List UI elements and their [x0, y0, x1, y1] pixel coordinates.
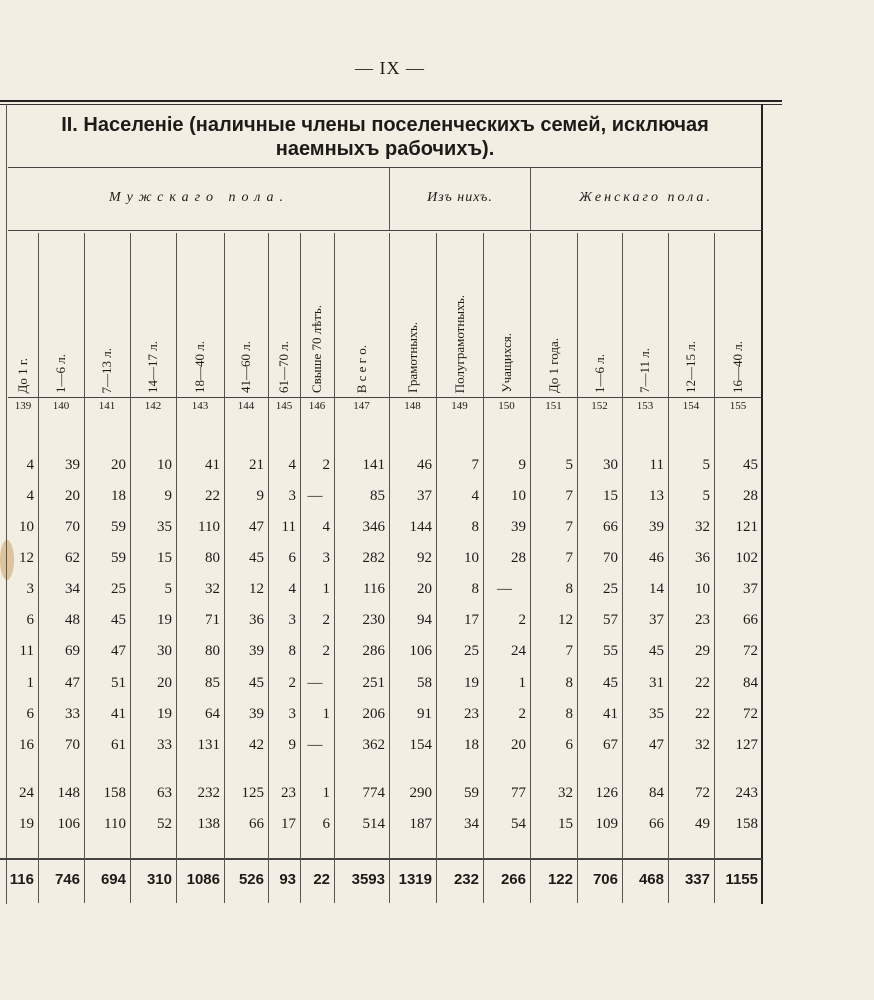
total-cell: 22: [313, 871, 330, 888]
column-header-label: 7—11 л.: [637, 347, 652, 393]
table-cell: 39: [249, 643, 264, 659]
table-cell: 47: [649, 737, 664, 753]
column-header: [224, 233, 268, 393]
column-number: 152: [591, 400, 608, 412]
group-female: Женскаго пола.: [579, 190, 713, 205]
table-cell: 102: [735, 550, 758, 566]
table-cell: 7: [565, 488, 573, 504]
table-cell: 48: [65, 612, 80, 628]
table-cell: 30: [603, 457, 618, 473]
column-header-label: 18—40 л.: [192, 341, 207, 393]
table-cell: 2: [518, 612, 526, 628]
table-cell: 85: [370, 488, 385, 504]
column-header-label: 12—15 л.: [683, 341, 698, 393]
table-cell: 39: [649, 519, 664, 535]
column-header-label: До 1 г.: [15, 357, 30, 393]
table-cell: 5: [702, 488, 710, 504]
column-header: [300, 233, 334, 393]
table-cell: 1: [322, 706, 330, 722]
table-cell: 61: [111, 737, 126, 753]
table-cell: 35: [157, 519, 172, 535]
total-cell: 232: [453, 871, 479, 888]
table-cell: 34: [464, 816, 479, 832]
table-cell: 10: [19, 519, 34, 535]
table-cell: 13: [649, 488, 664, 504]
total-cell: 1086: [186, 871, 220, 888]
table-cell: 25: [464, 643, 479, 659]
table-cell: 21: [249, 457, 264, 473]
table-cell: 46: [417, 457, 432, 473]
table-cell: 19: [19, 816, 34, 832]
column-header: [268, 233, 300, 393]
table-cell: 206: [362, 706, 385, 722]
table-title: [10, 113, 760, 161]
table-cell: 10: [157, 457, 172, 473]
group-literate: Изъ нихъ.: [427, 190, 493, 205]
table-cell: 9: [518, 457, 526, 473]
column-header: [38, 233, 84, 393]
column-header-label: До 1 года.: [545, 337, 561, 393]
header-top-rule: [8, 167, 762, 168]
top-rule: [0, 100, 782, 102]
table-cell: 127: [735, 737, 758, 753]
table-cell: 11: [649, 457, 664, 473]
table-cell: 2: [322, 643, 330, 659]
table-cell: 4: [471, 488, 479, 504]
table-cell: 106: [409, 643, 432, 659]
total-cell: 266: [500, 871, 526, 888]
table-cell: 17: [281, 816, 296, 832]
column-number: 139: [14, 400, 32, 412]
table-cell: 23: [281, 785, 296, 801]
table-cell: 19: [157, 612, 172, 628]
column-header: [622, 233, 668, 393]
table-cell: 187: [409, 816, 432, 832]
table-cell: 77: [511, 785, 526, 801]
table-cell: 39: [65, 457, 80, 473]
column-header-label: 16—40 л.: [730, 341, 745, 393]
column-number: 140: [52, 400, 70, 412]
table-cell: 32: [205, 581, 220, 597]
table-cell: —: [497, 581, 512, 597]
table-cell: 84: [743, 675, 758, 691]
table-cell: 9: [288, 737, 296, 753]
table-cell: 10: [464, 550, 479, 566]
totals-top-rule: [0, 858, 762, 860]
table-cell: 25: [111, 581, 126, 597]
table-cell: 5: [565, 457, 573, 473]
column-header: [389, 233, 436, 393]
table-cell: 59: [464, 785, 479, 801]
table-cell: 46: [649, 550, 664, 566]
table-cell: 6: [322, 816, 330, 832]
title-line-1: II. Населеніе (наличные члены поселенческихъ семей, исключая: [61, 114, 709, 136]
table-cell: 12: [249, 581, 264, 597]
table-cell: 8: [565, 675, 573, 691]
table-cell: 31: [649, 675, 664, 691]
table-cell: 57: [603, 612, 618, 628]
table-cell: 70: [65, 737, 80, 753]
table-cell: 109: [595, 816, 618, 832]
column-header: [530, 233, 577, 393]
table-cell: 80: [205, 643, 220, 659]
column-header: [668, 233, 714, 393]
column-header: [436, 233, 483, 393]
column-header: [714, 233, 762, 393]
table-cell: 70: [65, 519, 80, 535]
column-header: [130, 233, 176, 393]
table-cell: 230: [362, 612, 385, 628]
table-cell: 14: [649, 581, 664, 597]
table-cell: 33: [65, 706, 80, 722]
table-cell: 158: [103, 785, 126, 801]
table-cell: 1: [518, 675, 526, 691]
table-cell: 34: [65, 581, 80, 597]
column-number: 148: [404, 400, 421, 412]
table-cell: 66: [249, 816, 264, 832]
table-cell: 66: [603, 519, 618, 535]
table-cell: 85: [205, 675, 220, 691]
table-cell: 69: [65, 643, 80, 659]
total-cell: 706: [592, 871, 618, 888]
table-cell: 23: [695, 612, 710, 628]
total-cell: 116: [9, 871, 34, 888]
table-cell: 110: [198, 519, 220, 535]
column-number: 143: [191, 400, 209, 412]
table-cell: 72: [743, 643, 758, 659]
column-number: 149: [451, 400, 468, 412]
total-cell: 337: [684, 871, 710, 888]
table-cell: 4: [26, 457, 34, 473]
column-header-label: 61—70 л.: [276, 341, 291, 393]
table-cell: 20: [65, 488, 80, 504]
table-cell: 41: [205, 457, 220, 473]
table-cell: 24: [511, 643, 526, 659]
table-cell: 2: [518, 706, 526, 722]
total-cell: 468: [638, 871, 664, 888]
table-cell: 29: [695, 643, 710, 659]
page-number: — IX —: [355, 58, 425, 78]
table-cell: 4: [288, 457, 296, 473]
table-cell: 42: [249, 737, 264, 753]
table-cell: 6: [288, 550, 296, 566]
table-cell: 10: [511, 488, 526, 504]
table-cell: 36: [249, 612, 264, 628]
table-cell: 5: [164, 581, 172, 597]
column-header-label: 1—6 л.: [591, 354, 607, 393]
table-cell: 66: [743, 612, 758, 628]
column-header-label: 1—6 л.: [53, 354, 68, 393]
table-cell: 30: [157, 643, 172, 659]
table-cell: 64: [205, 706, 220, 722]
table-cell: 126: [595, 785, 618, 801]
total-cell: 1155: [725, 871, 758, 888]
table-cell: 243: [735, 785, 758, 801]
table-cell: 72: [695, 785, 710, 801]
group-male: Мужскаго пола.: [108, 190, 289, 205]
total-cell: 310: [146, 871, 172, 888]
table-cell: 32: [558, 785, 573, 801]
column-header-label: 41—60 л.: [238, 341, 253, 393]
table-cell: 6: [26, 706, 34, 722]
table-cell: 106: [57, 816, 80, 832]
table-cell: —: [307, 488, 323, 504]
table-cell: 59: [111, 519, 126, 535]
table-cell: 144: [409, 519, 432, 535]
column-header-label: Свыше 70 лѣтъ.: [309, 304, 324, 393]
table-cell: 91: [417, 706, 432, 722]
table-cell: 121: [735, 519, 758, 535]
total-cell: 3593: [351, 871, 385, 888]
table-cell: 148: [57, 785, 80, 801]
table-cell: 49: [695, 816, 710, 832]
table-cell: 18: [111, 488, 126, 504]
table-cell: 28: [743, 488, 758, 504]
table-cell: 20: [511, 737, 526, 753]
table-cell: 41: [111, 706, 126, 722]
table-cell: 346: [362, 519, 385, 535]
table-cell: 6: [565, 737, 573, 753]
table-cell: 141: [362, 457, 385, 473]
title-line-2: наемныхъ рабочихъ).: [275, 138, 495, 160]
table-cell: 62: [65, 550, 80, 566]
table-cell: 45: [111, 612, 126, 628]
column-number: 154: [682, 400, 700, 412]
table-cell: 282: [362, 550, 385, 566]
table-cell: 2: [288, 675, 296, 691]
table-cell: 45: [603, 675, 618, 691]
table-cell: 24: [19, 785, 34, 801]
table-cell: 125: [241, 785, 264, 801]
total-cell: 122: [547, 871, 573, 888]
column-number: 150: [498, 400, 515, 412]
total-cell: 526: [238, 871, 264, 888]
table-cell: 39: [249, 706, 264, 722]
table-cell: 35: [649, 706, 664, 722]
column-header-label: В с е г о.: [353, 344, 369, 393]
table-cell: 59: [111, 550, 126, 566]
table-cell: 1: [322, 785, 330, 801]
table-cell: 362: [362, 737, 385, 753]
table-cell: 25: [603, 581, 618, 597]
table-cell: 110: [104, 816, 126, 832]
table-cell: —: [307, 737, 323, 753]
table-cell: 45: [249, 675, 264, 691]
table-cell: 70: [603, 550, 618, 566]
table-cell: 84: [649, 785, 664, 801]
table-cell: 58: [417, 675, 432, 691]
total-cell: 694: [100, 871, 126, 888]
table-cell: 47: [65, 675, 80, 691]
table-cell: 154: [409, 737, 432, 753]
column-number: 145: [275, 400, 293, 412]
column-header: [483, 233, 530, 393]
table-cell: 131: [197, 737, 220, 753]
column-number: 144: [237, 400, 255, 412]
table-cell: 8: [288, 643, 296, 659]
table-cell: 3: [288, 488, 296, 504]
table-cell: 28: [511, 550, 526, 566]
table-cell: 37: [649, 612, 664, 628]
table-cell: 251: [362, 675, 385, 691]
table-cell: 47: [111, 643, 126, 659]
table-cell: 4: [26, 488, 34, 504]
table-cell: 232: [197, 785, 220, 801]
table-cell: 71: [205, 612, 220, 628]
table-cell: 3: [288, 706, 296, 722]
table-cell: 19: [157, 706, 172, 722]
column-header: [84, 233, 130, 393]
table-cell: 45: [743, 457, 758, 473]
total-cell: 746: [54, 871, 80, 888]
table-cell: —: [307, 675, 323, 691]
table-cell: 67: [603, 737, 618, 753]
table-cell: 15: [558, 816, 573, 832]
table-cell: 45: [249, 550, 264, 566]
table-cell: 8: [471, 519, 479, 535]
table-cell: 5: [702, 457, 710, 473]
table-left-border: [6, 104, 7, 904]
column-number: 146: [308, 400, 326, 412]
table-cell: 7: [565, 643, 573, 659]
total-cell: 93: [279, 871, 296, 888]
table-cell: 33: [157, 737, 172, 753]
table-cell: 63: [157, 785, 172, 801]
column-number: 155: [729, 400, 747, 412]
table-cell: 6: [26, 612, 34, 628]
table-cell: 18: [464, 737, 479, 753]
table-cell: 11: [281, 519, 296, 535]
table-cell: 45: [649, 643, 664, 659]
column-number: 151: [545, 400, 562, 412]
table-cell: 8: [565, 706, 573, 722]
table-cell: 41: [603, 706, 618, 722]
table-cell: 55: [603, 643, 618, 659]
table-cell: 37: [743, 581, 758, 597]
table-cell: 7: [565, 519, 573, 535]
table-cell: 17: [464, 612, 479, 628]
table-cell: 51: [111, 675, 126, 691]
table-cell: 3: [288, 612, 296, 628]
column-number: 141: [98, 400, 116, 412]
table-cell: 3: [26, 581, 34, 597]
table-cell: 54: [511, 816, 526, 832]
table-cell: 4: [322, 519, 330, 535]
table-cell: 2: [322, 612, 330, 628]
column-header: [176, 233, 224, 393]
table-cell: 9: [164, 488, 172, 504]
table-cell: 32: [695, 519, 710, 535]
table-cell: 10: [695, 581, 710, 597]
table-cell: 72: [743, 706, 758, 722]
table-cell: 11: [19, 643, 34, 659]
table-cell: 52: [157, 816, 172, 832]
table-cell: 2: [322, 457, 330, 473]
column-header-label: 14—17 л.: [145, 341, 160, 393]
table-cell: 514: [362, 816, 385, 832]
table-cell: 8: [565, 581, 573, 597]
column-header-label: 7—13 л.: [99, 347, 114, 393]
table-cell: 138: [197, 816, 220, 832]
top-rule-thin: [0, 104, 782, 105]
table-cell: 116: [363, 581, 385, 597]
table-cell: 66: [649, 816, 664, 832]
table-cell: 9: [256, 488, 264, 504]
table-cell: 1: [322, 581, 330, 597]
table-cell: 94: [417, 612, 432, 628]
table-cell: 47: [249, 519, 264, 535]
table-cell: 39: [511, 519, 526, 535]
table-cell: 22: [205, 488, 220, 504]
table-cell: 158: [735, 816, 758, 832]
table-cell: 20: [157, 675, 172, 691]
table-cell: 7: [471, 457, 479, 473]
table-cell: 32: [695, 737, 710, 753]
table-right-border: [761, 104, 763, 904]
header-bottom-rule: [8, 397, 762, 398]
table-cell: 1: [26, 675, 34, 691]
table-cell: 37: [417, 488, 432, 504]
table-cell: 3: [322, 550, 330, 566]
table-cell: 8: [471, 581, 479, 597]
column-header: [334, 233, 389, 393]
table-cell: 22: [695, 706, 710, 722]
table-cell: 15: [157, 550, 172, 566]
column-header-label: Полуграмотныхъ.: [451, 294, 467, 393]
group-bottom-rule: [8, 230, 762, 231]
table-cell: 23: [464, 706, 479, 722]
column-number: 147: [353, 400, 370, 412]
table-cell: 12: [558, 612, 573, 628]
table-cell: 774: [362, 785, 385, 801]
total-cell: 1319: [398, 871, 432, 888]
table-cell: 36: [695, 550, 710, 566]
column-header: [577, 233, 622, 393]
column-header-label: Грамотныхъ.: [404, 322, 420, 393]
column-header: [8, 233, 38, 393]
table-cell: 4: [288, 581, 296, 597]
column-header-label: Учащихся.: [498, 333, 514, 393]
column-number: 153: [636, 400, 654, 412]
table-cell: 80: [205, 550, 220, 566]
table-cell: 12: [19, 550, 34, 566]
table-cell: 22: [695, 675, 710, 691]
table-cell: 15: [603, 488, 618, 504]
table-cell: 19: [464, 675, 479, 691]
table-cell: 20: [417, 581, 432, 597]
table-cell: 92: [417, 550, 432, 566]
table-cell: 286: [362, 643, 385, 659]
table-cell: 7: [565, 550, 573, 566]
table-cell: 290: [409, 785, 432, 801]
table-cell: 20: [111, 457, 126, 473]
column-number: 142: [144, 400, 162, 412]
table-cell: 16: [19, 737, 34, 753]
